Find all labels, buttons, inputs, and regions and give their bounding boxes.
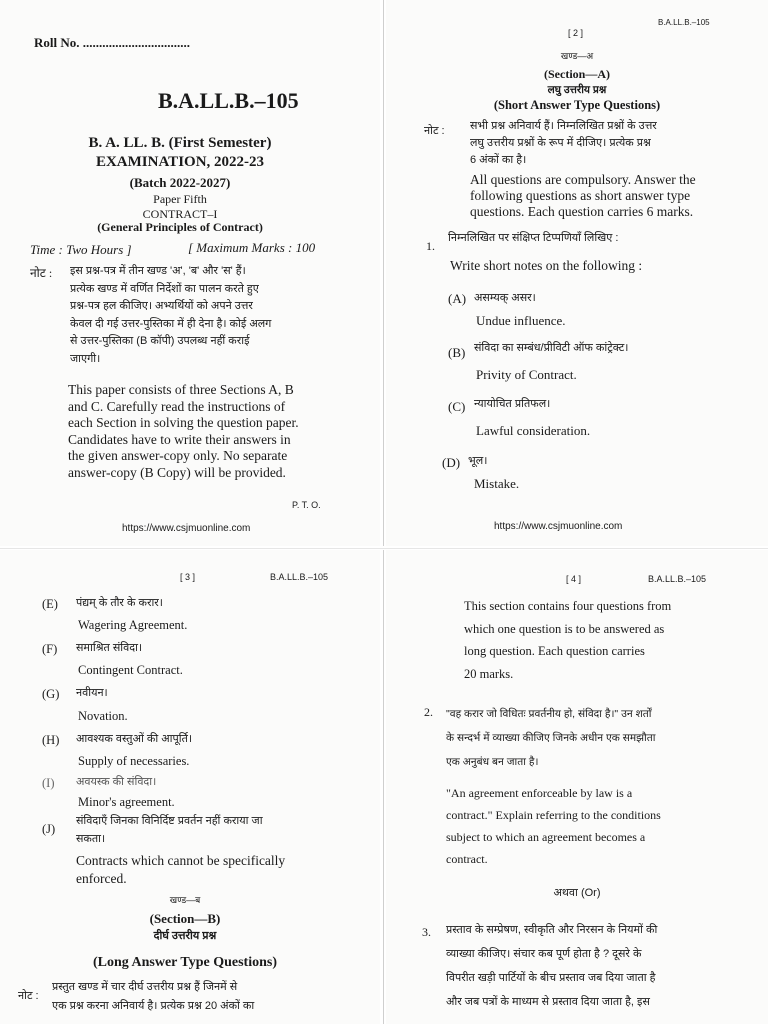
- section-title: (Section—A): [544, 67, 610, 81]
- item-label: (B): [448, 345, 466, 360]
- batch: (Batch 2022-2027): [129, 175, 231, 190]
- question-hindi-line: विपरीत खड़ी पार्टियों के बीच प्रस्ताव जब दिया जाता है: [446, 972, 656, 984]
- item-english: Novation.: [78, 709, 128, 723]
- question-hindi-line: व्याख्या कीजिए। संचार कब पूर्ण होता है ? दूसरे के: [446, 948, 642, 960]
- question-hindi-line: "वह करार जो विधितः प्रवर्तनीय हो, संविदा है।" उन शर्तों: [446, 708, 652, 720]
- note-hindi: [70, 263, 271, 369]
- page-number: [ 3 ]: [180, 572, 196, 582]
- note-hindi-line: एक प्रश्न करना अनिवार्य है। प्रत्येक प्रश्न 20 अंकों का: [52, 1000, 255, 1012]
- note-hindi-line: इस प्रश्न-पत्र में तीन खण्ड 'अ', 'ब' और 'स' हैं।: [70, 265, 246, 277]
- item-label: (E): [42, 597, 58, 611]
- maximum-marks: [ Maximum Marks : 100: [188, 240, 316, 255]
- note-english-line: questions. Each question carries 6 marks.: [470, 204, 694, 219]
- item-english-line: Contracts which cannot be specifically: [76, 853, 286, 868]
- note-english-line: following questions as short answer type: [470, 188, 691, 203]
- item-label: (H): [42, 733, 60, 747]
- page-divider: [383, 0, 384, 546]
- item-english: [76, 852, 285, 888]
- item-english: Mistake.: [474, 476, 520, 491]
- page-number: [ 4 ]: [566, 574, 582, 584]
- section-intro: [464, 595, 671, 685]
- note-hindi-line: सभी प्रश्न अनिवार्य हैं। निम्नलिखित प्रश्नों के उत्तर: [470, 120, 657, 132]
- item-english: Wagering Agreement.: [78, 618, 188, 632]
- note-hindi-line: प्रश्न-पत्र हल कीजिए। अभ्यर्थियों को अपने उत्तर: [70, 300, 253, 313]
- page-number: [ 2 ]: [568, 28, 584, 38]
- note-english: [68, 382, 299, 481]
- section-type: (Long Answer Type Questions): [93, 955, 277, 970]
- note-label: नोट :: [424, 125, 445, 137]
- item-hindi: असम्यक् असर।: [474, 292, 536, 304]
- pto: P. T. O.: [292, 500, 321, 510]
- question-hindi: [446, 918, 657, 1014]
- item-english: Contingent Contract.: [78, 663, 183, 677]
- item-english: Undue influence.: [476, 313, 566, 328]
- question-number: 1.: [426, 239, 435, 253]
- question-english-line: subject to which an agreement becomes a: [446, 830, 646, 844]
- note-label: नोट :: [18, 990, 39, 1002]
- note-label: नोट :: [30, 266, 53, 280]
- paper-code: B.A.LL.B.–105: [158, 88, 299, 113]
- horizontal-divider: [0, 548, 768, 549]
- item-hindi: संविदा का सम्बंध/प्रीविटी ऑफ कांट्रेक्ट।: [474, 342, 629, 354]
- item-hindi: न्यायोचित प्रतिफल।: [474, 398, 551, 410]
- item-hindi: पंद्यम् के तौर के करार।: [76, 597, 163, 609]
- item-label: (J): [42, 822, 56, 836]
- question-hindi-line: एक अनुबंध बन जाता है।: [446, 756, 539, 768]
- item-hindi: आवश्यक वस्तुओं की आपूर्ति।: [76, 733, 193, 745]
- note-english-line: each Section in solving the question paper.: [68, 415, 299, 430]
- note-hindi-line: केवल दी गई उत्तर-पुस्तिका में ही देना है। कोई अलग: [70, 317, 272, 330]
- section-title: (Section—B): [149, 911, 221, 926]
- time-allowed: Time : Two Hours ]: [30, 242, 132, 257]
- footer-url[interactable]: https://www.csjmuonline.com: [122, 523, 251, 534]
- question-english: Write short notes on the following :: [450, 258, 643, 273]
- question-number: 3.: [422, 925, 431, 939]
- intro-line: 20 marks.: [464, 666, 514, 681]
- item-hindi: समाश्रित संविदा।: [76, 642, 143, 654]
- page-1: [0, 0, 380, 546]
- note-hindi-line: लघु उत्तरीय प्रश्नों के रूप में दीजिए। प्रत्येक प्रश्न: [470, 137, 651, 149]
- section-type-hindi: दीर्घ उत्तरीय प्रश्न: [153, 930, 217, 942]
- note-hindi-line: प्रत्येक खण्ड में वर्णित निर्देशों का पालन करते हुए: [70, 282, 259, 295]
- paper-code: B.A.LL.B.–105: [658, 18, 710, 27]
- question-hindi: निम्नलिखित पर संक्षिप्त टिप्पणियाँ लिखिए :: [448, 232, 619, 244]
- question-number: 2.: [424, 705, 433, 719]
- footer-url[interactable]: https://www.csjmuonline.com: [494, 521, 623, 532]
- paper-code: B.A.LL.B.–105: [270, 572, 329, 582]
- note-english-line: This paper consists of three Sections A, B: [68, 382, 294, 397]
- question-english: [446, 782, 661, 870]
- intro-line: This section contains four questions from: [464, 599, 672, 613]
- item-label: (C): [448, 399, 466, 414]
- page-divider: [383, 550, 384, 1024]
- question-english-line: contract." Explain referring to the conditions: [446, 808, 661, 822]
- section-type-hindi: लघु उत्तरीय प्रश्न: [547, 84, 607, 96]
- note-hindi-line: 6 अंकों का है।: [470, 154, 527, 166]
- note-english-line: Candidates have to write their answers in: [68, 431, 291, 447]
- item-hindi: [76, 812, 263, 848]
- item-label: (I): [42, 776, 55, 790]
- note-hindi-line: से उत्तर-पुस्तिका (B कॉपी) उपलब्ध नहीं कराई: [70, 335, 250, 348]
- section-type: (Short Answer Type Questions): [493, 98, 661, 112]
- exam-title: EXAMINATION, 2022-23: [95, 154, 265, 170]
- subject-subtitle: (General Principles of Contract): [97, 220, 263, 234]
- subject: CONTRACT–I: [142, 207, 218, 221]
- page-3: [0, 550, 380, 1024]
- item-english: Minor's agreement.: [78, 795, 175, 809]
- item-hindi-line: संविदाएँ जिनका विनिर्दिष्ट प्रवर्तन नहीं कराया जा: [76, 815, 263, 827]
- intro-line: which one question is to be answered as: [464, 621, 665, 636]
- item-label: (A): [448, 291, 467, 306]
- item-english: Supply of necessaries.: [78, 754, 190, 768]
- note-hindi: [470, 118, 657, 169]
- note-english-line: answer-copy (B Copy) will be provided.: [68, 464, 286, 480]
- item-hindi: नवीयन।: [76, 687, 108, 699]
- item-english: Privity of Contract.: [476, 367, 577, 382]
- section-hindi: खण्ड—अ: [560, 51, 594, 61]
- note-english-line: All questions are compulsory. Answer the: [470, 172, 696, 187]
- section-hindi: खण्ड—ब: [169, 895, 201, 905]
- item-label: (F): [42, 642, 58, 656]
- page-4: [386, 550, 768, 1024]
- paper-number: Paper Fifth: [153, 192, 207, 206]
- item-hindi: भूल।: [468, 455, 488, 467]
- page-2: [386, 0, 768, 546]
- roll-no: Roll No. .................................: [34, 35, 190, 50]
- degree-title: B. A. LL. B. (First Semester): [88, 135, 272, 151]
- note-hindi-line: प्रस्तुत खण्ड में चार दीर्घ उत्तरीय प्रश्न हैं जिनमें से: [52, 981, 238, 993]
- question-hindi-line: प्रस्ताव के सम्प्रेषण, स्वीकृति और निरसन के नियमों की: [446, 924, 658, 936]
- question-hindi: [446, 702, 655, 774]
- or-separator: अथवा (Or): [553, 887, 601, 899]
- intro-line: long question. Each question carries: [464, 644, 645, 658]
- item-label: (D): [442, 455, 461, 470]
- note-hindi-line: जाएगी।: [70, 352, 101, 365]
- item-label: (G): [42, 687, 60, 701]
- question-hindi-line: के सन्दर्भ में व्याख्या कीजिए जिनके अधीन एक समझौता: [446, 732, 656, 744]
- paper-code: B.A.LL.B.–105: [648, 574, 707, 584]
- note-english: [470, 172, 696, 220]
- question-english-line: contract.: [446, 852, 488, 866]
- item-english-line: enforced.: [76, 871, 127, 886]
- item-english: Lawful consideration.: [476, 423, 591, 438]
- question-english-line: "An agreement enforceable by law is a: [446, 786, 633, 800]
- note-english-line: the given answer-copy only. No separate: [68, 448, 288, 463]
- note-english-line: and C. Carefully read the instructions of: [68, 398, 286, 414]
- note-hindi: [52, 978, 254, 1016]
- question-hindi-line: और जब पत्रों के माध्यम से प्रस्ताव दिया जाता है, इस: [446, 996, 650, 1008]
- item-hindi-line: सकता।: [76, 833, 106, 845]
- item-hindi: अवयस्क की संविदा।: [76, 776, 157, 788]
